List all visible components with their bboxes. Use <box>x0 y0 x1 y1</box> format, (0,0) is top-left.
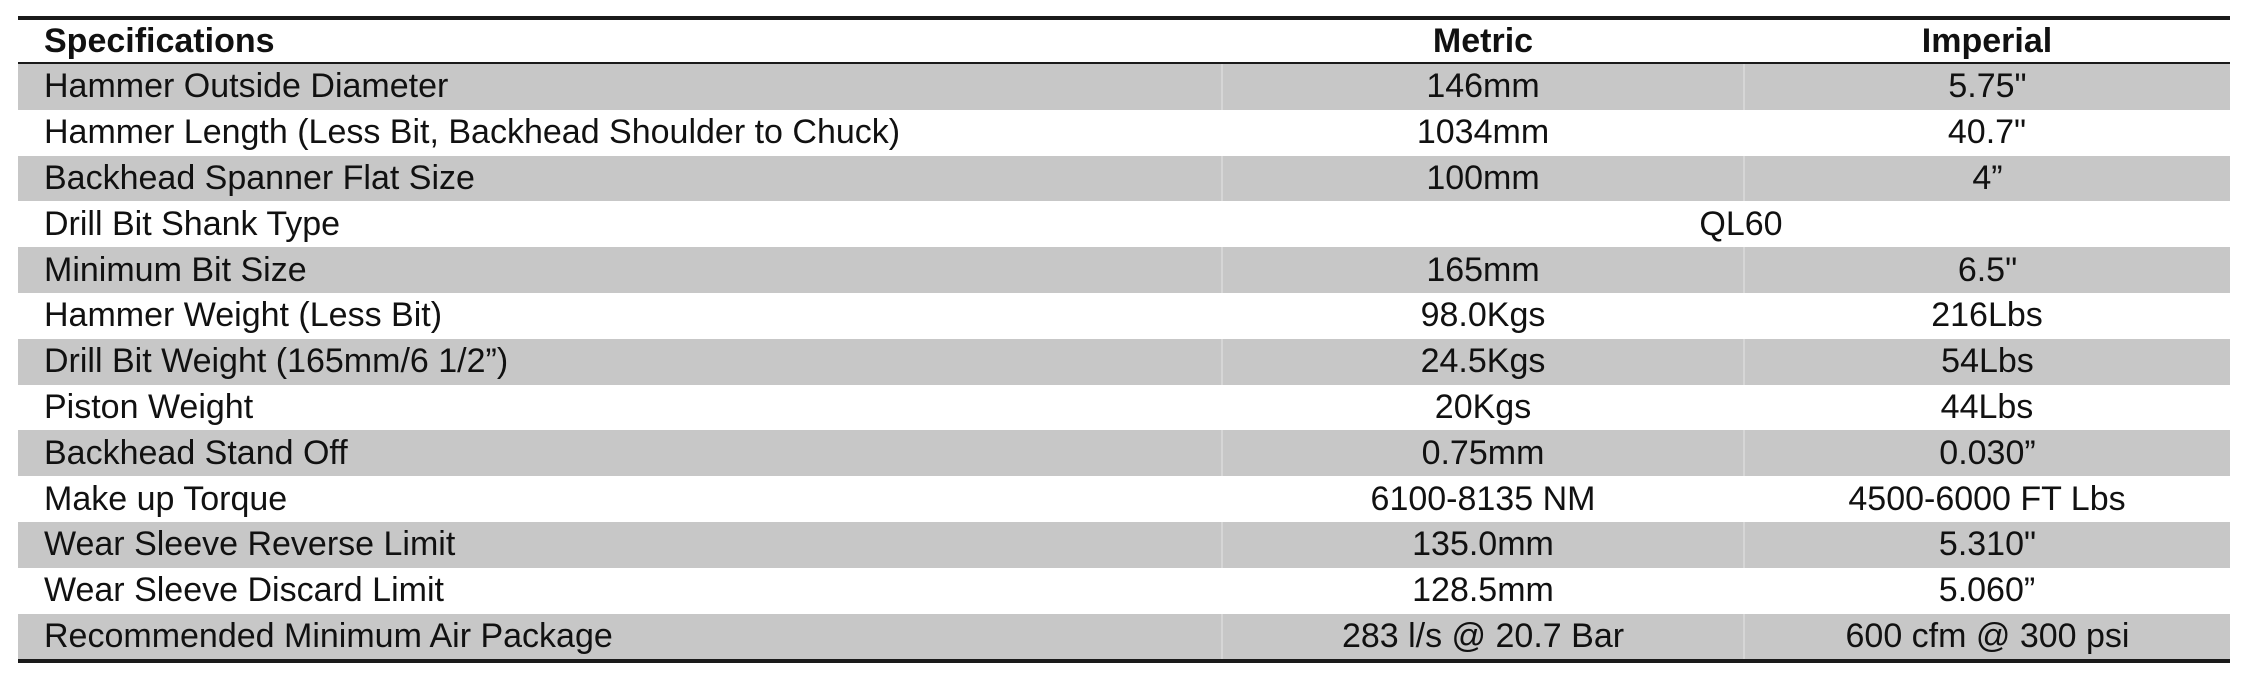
table-row <box>18 110 2230 156</box>
spec-imperial-cell: 44Lbs <box>1940 387 2034 426</box>
spec-metric-cell: 165mm <box>1222 247 1744 293</box>
spec-metric-cell: 146mm <box>1222 63 1744 110</box>
spec-imperial-cell: 600 cfm @ 300 psi <box>1744 614 2230 662</box>
header-imperial: Imperial <box>1744 18 2230 63</box>
spec-imperial-cell: 0.030” <box>1744 430 2230 476</box>
table-header-row <box>18 18 2230 63</box>
spec-imperial-cell: 54Lbs <box>1744 339 2230 385</box>
table-row <box>18 339 2230 385</box>
spec-metric-cell: 6100-8135 NM <box>1370 479 1596 518</box>
spec-name-cell: Wear Sleeve Discard Limit <box>44 571 444 610</box>
table-row <box>18 430 2230 476</box>
spec-metric-cell: 283 l/s @ 20.7 Bar <box>1222 614 1744 662</box>
table-row <box>18 476 2230 522</box>
header-specifications: Specifications <box>18 18 1222 63</box>
table-body <box>18 63 2230 661</box>
spec-name-cell: Hammer Weight (Less Bit) <box>44 296 443 335</box>
spec-imperial-cell: 4” <box>1744 156 2230 202</box>
spec-name-cell: Hammer Length (Less Bit, Backhead Shoulder to Chuck) <box>44 113 901 152</box>
spec-name-cell: Backhead Stand Off <box>18 430 1222 476</box>
spec-imperial-cell: 5.310" <box>1744 522 2230 568</box>
spec-name-cell: Drill Bit Shank Type <box>44 204 341 243</box>
table-row <box>18 247 2230 293</box>
spec-imperial-cell: 6.5" <box>1744 247 2230 293</box>
table-row <box>18 63 2230 110</box>
spec-merged-value-cell: QL60 <box>1699 204 1783 243</box>
spec-name-cell: Hammer Outside Diameter <box>18 63 1222 110</box>
spec-imperial-cell: 40.7" <box>1947 113 2027 152</box>
spec-name-cell: Wear Sleeve Reverse Limit <box>18 522 1222 568</box>
spec-name-cell: Backhead Spanner Flat Size <box>18 156 1222 202</box>
specifications-table <box>18 16 2230 663</box>
table-row <box>18 522 2230 568</box>
header-metric: Metric <box>1222 18 1744 63</box>
spec-metric-cell: 128.5mm <box>1412 571 1554 610</box>
table-row <box>18 614 2230 662</box>
table-row <box>18 156 2230 202</box>
spec-name-cell: Drill Bit Weight (165mm/6 1/2”) <box>18 339 1222 385</box>
table-row <box>18 568 2230 614</box>
table-row <box>18 293 2230 339</box>
spec-imperial-cell: 5.75" <box>1744 63 2230 110</box>
spec-name-cell: Make up Torque <box>44 479 288 518</box>
spec-metric-cell: 98.0Kgs <box>1420 296 1546 335</box>
table-row <box>18 385 2230 431</box>
spec-metric-cell: 0.75mm <box>1222 430 1744 476</box>
spec-metric-cell: 20Kgs <box>1434 387 1532 426</box>
spec-metric-cell: 24.5Kgs <box>1222 339 1744 385</box>
spec-metric-cell: 100mm <box>1222 156 1744 202</box>
spec-metric-cell: 135.0mm <box>1222 522 1744 568</box>
spec-imperial-cell: 4500-6000 FT Lbs <box>1848 479 2126 518</box>
spec-imperial-cell: 5.060” <box>1938 571 2036 610</box>
table-row <box>18 201 2230 247</box>
spec-name-cell: Piston Weight <box>44 387 254 426</box>
spec-metric-cell: 1034mm <box>1416 113 1550 152</box>
spec-name-cell: Minimum Bit Size <box>18 247 1222 293</box>
spec-imperial-cell: 216Lbs <box>1931 296 2043 335</box>
spec-name-cell: Recommended Minimum Air Package <box>18 614 1222 662</box>
